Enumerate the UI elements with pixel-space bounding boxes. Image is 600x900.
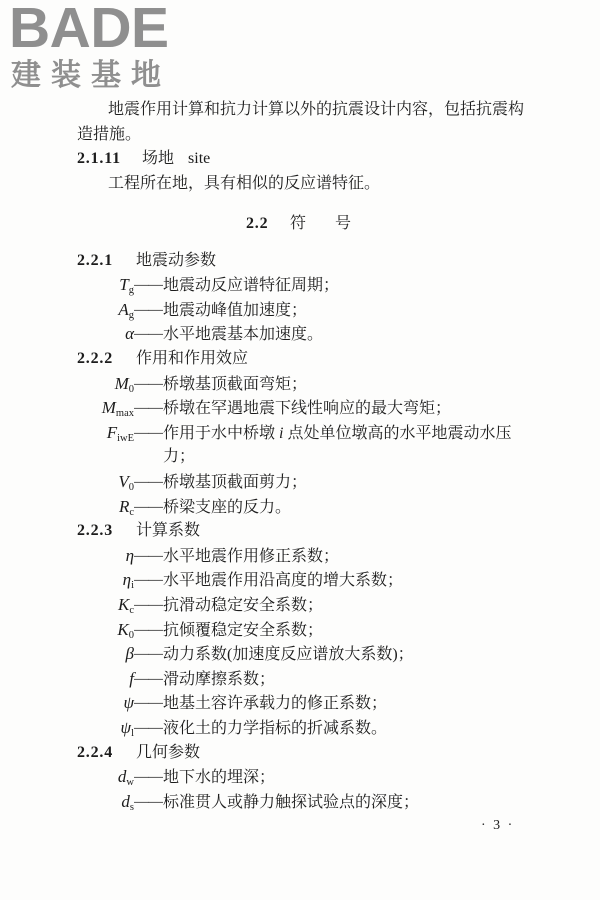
clause-heading [77, 147, 547, 172]
symbol [77, 790, 134, 816]
clause-term: 场地 [142, 150, 175, 168]
symbol-row [77, 765, 547, 790]
symbol-row [77, 716, 547, 741]
symbol-dash: —— [134, 719, 163, 736]
symbol-row [77, 298, 547, 323]
symbol-dash: —— [134, 670, 163, 687]
symbol-row [77, 568, 547, 593]
group-heading [77, 741, 547, 766]
symbol-dash: —— [134, 769, 163, 786]
symbol-dash: —— [134, 572, 163, 589]
symbol-dash: —— [134, 375, 163, 392]
watermark-brand-cn: 建装基地 [11, 58, 171, 93]
symbol [77, 593, 134, 619]
symbol-dash: —— [134, 793, 163, 810]
symbol-row [77, 495, 547, 520]
paragraph-line: 造措施。 [77, 125, 142, 143]
symbol-definition: 抗倾覆稳定安全系数； [163, 621, 324, 639]
symbol-definition: 动力系数(加速度反应谱放大系数)； [163, 646, 414, 664]
symbol-definition-text: 作用于水中桥墩 [163, 424, 280, 442]
symbol [77, 716, 134, 742]
symbol-definition-variable: i [279, 424, 284, 442]
group-number: 2.2.4 [77, 743, 113, 761]
symbol-definition: 水平地震基本加速度。 [163, 326, 324, 344]
group-title: 计算系数 [136, 522, 201, 540]
symbol-subscript: 0 [128, 482, 134, 493]
symbol-definition: 抗滑动稳定安全系数； [163, 596, 324, 614]
symbol-letter: T [119, 275, 129, 295]
symbol [77, 372, 134, 398]
symbol-definition: 滑动摩擦系数； [163, 670, 276, 688]
symbol [77, 298, 134, 324]
symbol-subscript: max [115, 408, 134, 420]
symbol [77, 322, 134, 348]
symbol-letter: K [117, 594, 130, 614]
symbol [77, 568, 134, 594]
symbol-dash: —— [134, 621, 163, 638]
symbol-definition: 液化土的力学指标的折减系数。 [163, 719, 388, 737]
page-number: · 3 · [481, 818, 515, 833]
symbol [77, 421, 134, 447]
symbol [77, 396, 134, 422]
symbol-letter: A [118, 299, 129, 319]
symbol-definition: 桥墩基顶截面剪力； [163, 474, 308, 491]
symbol-dash: —— [134, 326, 163, 343]
symbol-subscript: 0 [128, 383, 134, 395]
symbol-definition [163, 425, 511, 442]
section-title: 符 号 [290, 214, 352, 232]
symbol-definition-continuation: 力； [163, 448, 196, 466]
paragraph-line: 地震作用计算和抗力计算以外的抗震设计内容，包括抗震构 [108, 101, 525, 118]
symbol [77, 642, 134, 668]
group-number: 2.2.3 [77, 522, 113, 540]
group-title: 地震动参数 [136, 251, 217, 269]
symbol-subscript: s [129, 801, 134, 813]
symbol-dash: —— [134, 400, 163, 417]
symbol-row [77, 470, 547, 495]
symbol-letter: M [114, 373, 129, 393]
symbol-dash: —— [134, 277, 163, 294]
symbol-subscript: c [129, 604, 134, 616]
group-heading [77, 347, 547, 372]
symbol [77, 495, 134, 521]
group-heading [77, 519, 547, 544]
clause-term-en: site [188, 150, 211, 168]
symbol-definition: 地震动反应谱特征周期； [163, 277, 340, 295]
symbol-row [77, 322, 547, 347]
symbol-row [77, 618, 547, 643]
symbol-definition: 水平地震作用沿高度的增大系数； [163, 572, 404, 590]
group-heading [77, 249, 547, 274]
symbol-row [77, 544, 547, 569]
symbol-row [77, 790, 547, 815]
group-title: 作用和作用效应 [136, 350, 249, 368]
symbol-subscript: 0 [128, 629, 134, 641]
symbol [77, 544, 134, 570]
symbol-letter: d [121, 791, 130, 811]
symbol-letter: M [101, 398, 116, 418]
symbol-definition: 地基土容许承载力的修正系数； [163, 695, 388, 713]
symbol-letter: V [118, 472, 129, 491]
group-title: 几何参数 [136, 743, 201, 761]
symbol-row [77, 691, 547, 716]
symbol-subscript: g [128, 309, 134, 321]
symbol-row [77, 593, 547, 618]
symbol-letter: η [125, 545, 134, 565]
symbol-letter: f [129, 668, 134, 688]
document-body [77, 98, 547, 814]
symbol-definition-text: 点处单位墩高的水平地震动水压 [283, 424, 512, 442]
symbol-letter: η [122, 570, 132, 590]
symbol-subscript: w [126, 777, 134, 789]
symbol [77, 273, 134, 299]
symbol-definition: 地震动峰值加速度； [163, 301, 308, 319]
symbol-subscript: i [131, 580, 134, 592]
symbol [77, 667, 134, 693]
symbol-row [77, 421, 547, 446]
symbol-definition: 桥墩基顶截面弯矩； [163, 375, 308, 393]
symbol-dash: —— [134, 301, 163, 318]
symbol-subscript: iwE [117, 432, 134, 444]
symbol-dash: —— [134, 596, 163, 613]
symbol-letter: d [117, 767, 127, 787]
symbol-dash: —— [134, 695, 163, 712]
symbol-row [77, 642, 547, 667]
symbol-row [77, 667, 547, 692]
symbol-letter: ψ [123, 693, 134, 713]
symbol-dash: —— [134, 547, 163, 564]
symbol [77, 691, 134, 717]
symbol-subscript: l [131, 727, 134, 739]
symbol-definition: 地下水的埋深； [163, 769, 276, 787]
symbol-letter: β [125, 644, 134, 664]
symbol-dash: —— [134, 424, 163, 441]
symbol-letter: F [106, 422, 118, 442]
symbol-definition: 桥梁支座的反力。 [163, 498, 292, 516]
symbol-dash: —— [134, 646, 163, 663]
symbol-subscript: g [128, 285, 134, 297]
watermark-brand: BADE [9, 0, 169, 60]
symbol [77, 618, 134, 644]
symbol-letter: K [117, 619, 129, 639]
symbol [77, 765, 134, 791]
symbol-letter: R [118, 496, 130, 516]
symbol-definition: 桥墩在罕遇地震下线性响应的最大弯矩； [163, 400, 452, 418]
symbol-row [77, 372, 547, 397]
group-number: 2.2.1 [77, 251, 113, 269]
symbol-dash: —— [134, 498, 163, 515]
symbol-definition: 水平地震作用修正系数； [163, 547, 340, 565]
symbol-letter: α [125, 324, 134, 344]
clause-number: 2.1.11 [77, 150, 121, 168]
symbol-definition: 标准贯人或静力触探试验点的深度； [163, 793, 420, 811]
symbol-subscript: c [129, 506, 134, 518]
symbol-row [77, 273, 547, 298]
clause-definition: 工程所在地，具有相似的反应谱特征。 [108, 174, 381, 192]
symbol-letter: ψ [120, 717, 132, 737]
symbol-dash: —— [134, 474, 163, 490]
section-number: 2.2 [246, 214, 269, 232]
section-heading [77, 212, 547, 237]
group-number: 2.2.2 [77, 350, 113, 368]
watermark-logo [9, 1, 181, 93]
symbol [77, 470, 134, 496]
symbol-row [77, 396, 547, 421]
